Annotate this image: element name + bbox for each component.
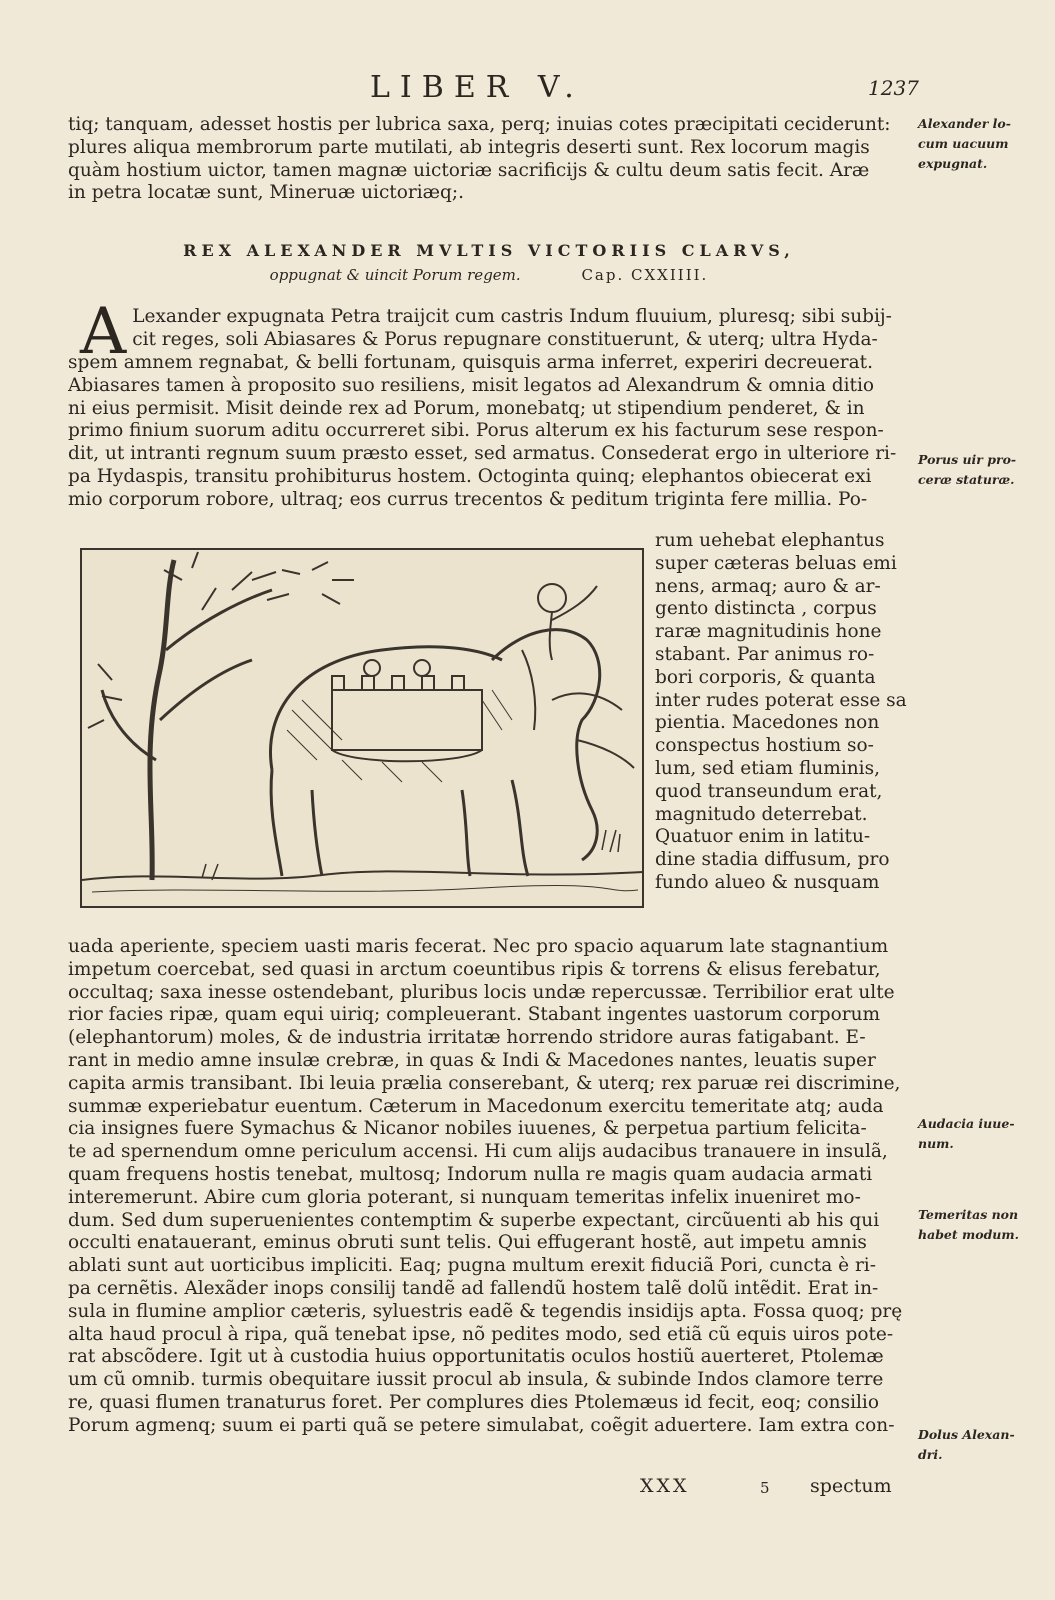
top-paragraph bbox=[68, 114, 910, 205]
running-head bbox=[0, 70, 1055, 110]
margin-note bbox=[918, 1425, 1048, 1465]
catchword: spectum bbox=[810, 1475, 892, 1497]
signature-mark: XXX bbox=[640, 1475, 690, 1497]
drop-capital: A bbox=[80, 306, 127, 354]
folio-number: 1237 bbox=[868, 76, 919, 100]
text-line: re, quasi flumen tranaturus foret. Per complures dies Ptolemæus id fecit, eoq; consilio bbox=[68, 1391, 879, 1413]
margin-note-line: Dolus Alexan- bbox=[918, 1427, 1015, 1442]
text-line: rior facies ripæ, quam equi uiriq; compleuerant. Stabant ingentes uastorum corporum bbox=[68, 1004, 881, 1026]
text-line: stabant. Par animus ro- bbox=[655, 643, 875, 665]
text-line: plures aliqua membrorum parte mutilati, ab integris deserti sunt. Rex locorum magis bbox=[68, 136, 870, 158]
margin-note bbox=[918, 114, 1048, 174]
text-line: pa Hydaspis, transitu prohibiturus hostem. Octoginta quinq; elephantos obiecerat exi bbox=[68, 465, 872, 487]
text-line: gento distincta , corpus bbox=[655, 598, 877, 620]
text-line: Abiasares tamen à proposito suo resiliens, misit legatos ad Alexandrum & omnia ditio bbox=[68, 374, 875, 396]
margin-note bbox=[918, 1205, 1048, 1245]
text-line: cia insignes fuere Symachus & Nicanor nobiles iuuenes, & perpetua partium felicita- bbox=[68, 1118, 867, 1140]
page-footer bbox=[0, 1475, 1055, 1505]
text-line: in petra locatæ sunt, Mineruæ uictoriæq;. bbox=[68, 182, 464, 204]
text-line: occulti enatauerant, eminus obruti sunt telis. Qui effugerant hostẽ, aut impetu amnis bbox=[68, 1232, 867, 1254]
text-line: mio corporum robore, ultraq; eos currus trecentos & peditum triginta fere millia. Po- bbox=[68, 488, 868, 510]
text-line: impetum coercebat, sed quasi in arctum coeuntibus ripis & torrens & elisus ferebatur, bbox=[68, 958, 881, 980]
text-line: bori corporis, & quanta bbox=[655, 666, 876, 688]
elephant-woodcut-icon bbox=[80, 548, 644, 908]
opening-paragraph bbox=[68, 306, 910, 354]
text-line: rat abscõdere. Igit ut à custodia huius opportunitatis oculos hostiũ auerteret, Ptolemæ bbox=[68, 1346, 884, 1368]
margin-note-line: cum uacuum bbox=[918, 136, 1009, 151]
margin-note-line: ceræ staturæ. bbox=[918, 472, 1015, 487]
text-line: occultaq; saxa inesse ostendebant, pluribus locis undæ repercussæ. Terribilior erat ulte bbox=[68, 981, 895, 1003]
full-width-paragraph bbox=[68, 352, 910, 512]
text-line: ablati sunt aut uorticibus impliciti. Eaq; pugna multum erexit fiduciã Pori, cuncta è ri- bbox=[68, 1255, 876, 1277]
text-line: Quatuor enim in latitu- bbox=[655, 826, 871, 848]
text-line: alta haud procul à ripa, quã tenebat ipse, nõ pedites modo, sed etiã cũ equis uiros pote- bbox=[68, 1323, 894, 1345]
text-line: pientia. Macedones non bbox=[655, 712, 880, 734]
margin-note-line: Temeritas non bbox=[918, 1207, 1019, 1222]
text-line: raræ magnitudinis hone bbox=[655, 621, 882, 643]
text-line: um cũ omnib. turmis obequitare iussit procul ab insula, & subinde Indos clamore terre bbox=[68, 1369, 884, 1391]
text-line: quàm hostium uictor, tamen magnæ uictoriæ sacrificijs & cultu deum satis fecit. Aræ bbox=[68, 159, 870, 181]
text-line: summæ experiebatur euentum. Cæterum in Macedonum exercitu temeritate atq; auda bbox=[68, 1095, 884, 1117]
bottom-paragraph bbox=[68, 936, 910, 1438]
text-line: rant in medio amne insulæ crebræ, in quas & Indi & Macedones nantes, leuatis super bbox=[68, 1049, 876, 1071]
text-line: sula in flumine amplior cæteris, syluestris eadẽ & tegendis insidijs apta. Fossa quoq; prę bbox=[68, 1300, 903, 1322]
text-line: capita armis transibant. Ibi leuia prælia conserebant, & uterq; rex paruæ rei discrimine, bbox=[68, 1072, 901, 1094]
chapter-title: REX ALEXANDER MVLTIS VICTORIIS CLARVS, bbox=[183, 241, 795, 260]
signature-number: 5 bbox=[760, 1479, 770, 1497]
text-line: tiq; tanquam, adesset hostis per lubrica saxa, perq; inuias cotes præcipitati ceciderunt: bbox=[68, 114, 891, 135]
margin-note bbox=[918, 450, 1048, 490]
margin-note-line: Alexander lo- bbox=[918, 116, 1011, 131]
text-line: dit, ut intranti regnum suum præsto esset, sed armatus. Consederat ergo in ulteriore ri- bbox=[68, 443, 897, 465]
margin-note-line: habet modum. bbox=[918, 1227, 1019, 1242]
text-line: rum uehebat elephantus bbox=[655, 530, 885, 551]
margin-note-line: num. bbox=[918, 1136, 954, 1151]
text-line: dum. Sed dum superuenientes contemptim & superbe expectant, circũuenti ab his qui bbox=[68, 1209, 880, 1231]
margin-note-line: Porus uir pro- bbox=[918, 452, 1017, 467]
woodcut-drawing bbox=[82, 550, 642, 906]
text-line: te ad spernendum omne periculum accensi. Hi cum alijs audacibus tranauere in insulã, bbox=[68, 1141, 888, 1163]
chapter-subtitle: oppugnat & uincit Porum regem. bbox=[269, 266, 521, 284]
text-line: nens, armaq; auro & ar- bbox=[655, 575, 881, 597]
text-line: cit reges, soli Abiasares & Porus repugnare constituerunt, & uterq; ultra Hyda- bbox=[132, 328, 878, 350]
margin-note bbox=[918, 1114, 1048, 1154]
book-number: LIBER V. bbox=[370, 70, 584, 105]
chapter-subtitle-row bbox=[68, 264, 910, 286]
text-line: quam frequens hostis tenebat, multosq; Indorum nulla re magis quam audacia armati bbox=[68, 1163, 873, 1185]
text-line: uada aperiente, speciem uasti maris fecerat. Nec pro spacio aquarum late stagnantium bbox=[68, 936, 889, 957]
text-line: ni eius permisit. Misit deinde rex ad Porum, monebatq; ut stipendium penderet, & in bbox=[68, 397, 865, 419]
text-line: dine stadia diffusum, pro bbox=[655, 849, 890, 871]
chapter-heading bbox=[68, 238, 910, 286]
text-line: interemerunt. Abire cum gloria poterant, si nunquam temeritas infelix inueniret mo- bbox=[68, 1186, 861, 1208]
text-line: Lexander expugnata Petra traijcit cum castris Indum fluuium, pluresq; sibi subij- bbox=[132, 306, 892, 327]
margin-note-line: dri. bbox=[918, 1447, 943, 1462]
margin-note-line: Audacia iuue- bbox=[918, 1116, 1015, 1131]
text-line: magnitudo deterrebat. bbox=[655, 803, 868, 825]
text-line: primo finium suorum aditu occurreret sibi. Porus alterum ex his facturum sese respon- bbox=[68, 420, 884, 442]
text-line: (elephantorum) moles, & de industria irritatæ horrendo stridore auras fatigabant. E- bbox=[68, 1027, 866, 1049]
chapter-number: Cap. CXXIIII. bbox=[581, 266, 709, 284]
text-line: fundo alueo & nusquam bbox=[655, 871, 880, 893]
text-line: lum, sed etiam fluminis, bbox=[655, 757, 880, 779]
text-line: spem amnem regnabat, & belli fortunam, quisquis arma inferret, experiri decreuerat. bbox=[68, 352, 873, 373]
text-line: pa cernẽtis. Alexãder inops consilij tandẽ ad fallendũ hostem talẽ dolũ intẽdit. Erat in- bbox=[68, 1277, 879, 1299]
text-line: conspectus hostium so- bbox=[655, 735, 874, 757]
text-line: Porum agmenq; suum ei parti quã se petere simulabat, coẽgit aduertere. Iam extra con- bbox=[68, 1414, 895, 1436]
text-line: quod transeundum erat, bbox=[655, 780, 883, 802]
column-paragraph bbox=[655, 530, 910, 895]
text-line: super cæteras beluas emi bbox=[655, 552, 897, 574]
text-line: inter rudes poterat esse sa bbox=[655, 689, 907, 711]
margin-note-line: expugnat. bbox=[918, 156, 988, 171]
